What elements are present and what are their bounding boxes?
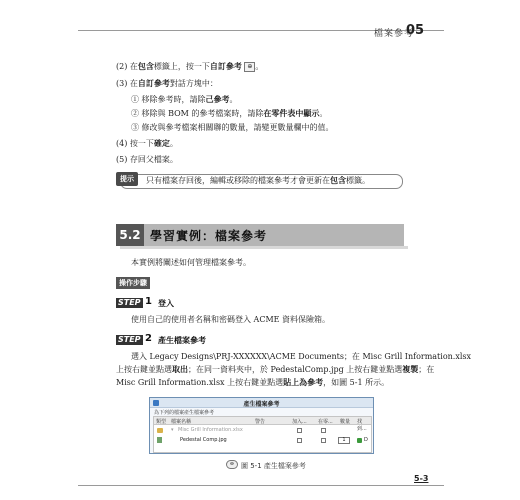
include-checkbox[interactable] [297, 428, 302, 433]
reference-grid [153, 416, 372, 453]
bold-term: 自訂參考 [137, 79, 170, 88]
step-3-line [116, 78, 218, 90]
text: 。 [319, 109, 328, 118]
column-header: 數量 [340, 419, 351, 425]
text: 。 [169, 139, 178, 148]
column-header: 檔案名稱 [171, 419, 192, 425]
step-number: 2 [145, 333, 152, 344]
step-title: 登入 [158, 299, 174, 308]
text: Misc Grill Information.xlsx 上按右鍵並點選 [116, 378, 284, 387]
running-header-title: 檔案參考 [374, 29, 415, 39]
footer-rule [78, 485, 444, 486]
bold-term: 在零件表中顯示 [263, 109, 320, 118]
image-file-icon [157, 437, 162, 443]
step-badge: STEP [118, 298, 141, 307]
column-header: 類型 [156, 419, 167, 425]
custom-reference-icon: ⊕ [244, 62, 255, 72]
figure-caption: 圖 5-1 產生檔案參考 [241, 462, 306, 470]
section-intro: 本實例將闡述如何管理檔案參考。 [131, 258, 251, 267]
text: ；在 [418, 365, 435, 374]
generate-reference-dialog [149, 397, 374, 454]
step-1-body: 使用自己的使用者名稱和密碼登入 ACME 資料保險箱。 [131, 315, 331, 324]
step-5-line: (5) 存回父檔案。 [116, 155, 178, 164]
step-4-line [116, 138, 178, 150]
bold-term: 包含 [137, 62, 154, 71]
step-2-body-line-3 [116, 377, 389, 389]
procedure-label: 操作步驟 [116, 277, 150, 289]
text: ① 移除參考時，請除 [131, 95, 206, 104]
text: (4) 按一下 [116, 139, 154, 148]
tip-text [146, 175, 370, 187]
include-checkbox[interactable] [297, 438, 302, 443]
step-2-body-line-1: 選入 Legacy Designs\PRJ-XXXXXX\ACME Documents；在 Misc Grill Information.xlsx [131, 352, 472, 361]
substep-1 [131, 94, 238, 106]
bold-term: 自訂參考 [209, 62, 242, 71]
bold-term: 貼上為參考 [283, 378, 324, 387]
column-header: 警告 [255, 419, 266, 425]
text: (3) 在 [116, 79, 138, 88]
dialog-subtitle: 為下列的檔案產生檔案參考 [154, 410, 215, 416]
bold-term: 己參考 [205, 95, 230, 104]
substep-2 [131, 108, 327, 120]
text: ② 移除與 BOM 的參考檔案時，請除 [131, 109, 264, 118]
chapter-number: 05 [406, 23, 425, 38]
section-number: 5.2 [116, 224, 144, 246]
text: 。 [255, 62, 264, 71]
tip-badge: 提示 [116, 172, 138, 186]
column-header: 找到... [357, 419, 367, 432]
tree-expand-icon: ▾ [171, 427, 174, 433]
text: 標籤。 [346, 176, 370, 185]
text: (2) 在 [116, 62, 138, 71]
file-name-cell: Misc Grill Information.xlsx [178, 427, 243, 433]
text: ，如圖 5-1 所示。 [323, 378, 390, 387]
step-2-body-line-2 [116, 364, 434, 376]
found-status-icon [357, 438, 362, 443]
text: 。 [229, 95, 238, 104]
section-shadow [120, 246, 408, 249]
bom-checkbox[interactable] [321, 428, 326, 433]
step-number: 1 [145, 296, 152, 307]
text: 標籤上，按一下 [153, 62, 210, 71]
bold-term: 包含 [330, 176, 346, 185]
step-badge: STEP [118, 335, 141, 344]
bom-checkbox[interactable] [321, 438, 326, 443]
file-name-cell: Pedestal Comp.jpg [180, 437, 227, 443]
text: 只有檔案存回後，編輯或移除的檔案參考才會更新在 [146, 176, 330, 185]
bold-term: 取出 [172, 365, 188, 374]
step-title: 產生檔案參考 [158, 336, 206, 345]
excel-file-icon [157, 428, 163, 433]
figure-icon: ⊖ [226, 460, 238, 469]
text: 對話方塊中： [169, 79, 218, 88]
bold-term: 確定 [153, 139, 170, 148]
text: 上按右鍵並點選 [116, 365, 172, 374]
column-header: 加入... [292, 419, 307, 425]
page-number: 5-3 [414, 474, 429, 483]
step-2-line [116, 61, 263, 73]
section-title: 學習實例：檔案參考 [150, 229, 268, 243]
found-cell: D [364, 437, 368, 443]
bold-term: 複製 [402, 365, 419, 374]
substep-3: ③ 修改與參考檔案相關聯的數量，請變更數量欄中的值。 [131, 123, 334, 132]
quantity-field[interactable]: 1 [338, 437, 350, 444]
dialog-title: 產生檔案參考 [243, 401, 280, 408]
column-header: 在零... [318, 419, 333, 425]
text: ；在同一資料夾中，於 PedestalComp.jpg 上按右鍵並點選 [188, 365, 403, 374]
